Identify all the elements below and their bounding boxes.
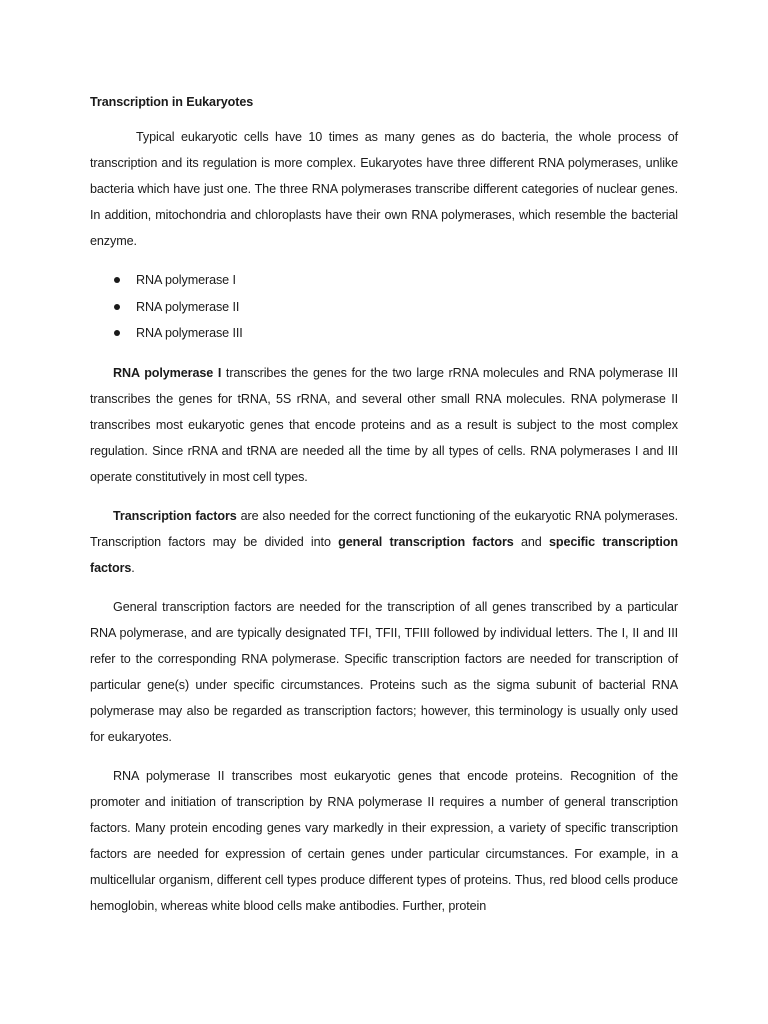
list-item: [90, 320, 678, 347]
bullet-icon: [114, 277, 120, 283]
paragraph-text: are also needed for the correct functioning of the eukaryotic RNA polymerases. Transcription factors may be divided into: [90, 508, 679, 549]
list-item-label: RNA polymerase II: [136, 299, 240, 314]
term-transcription-factors: Transcription factors: [113, 508, 237, 523]
paragraph-intro: Typical eukaryotic cells have 10 times as many genes as do bacteria, the whole process of transcription and its regulation is more complex. Eukaryotes have three different RNA polymerases, unlike bacteria which have just one. The three RNA polymerases transcribe different categories of nuclear genes. In addition, mitochondria and chloroplasts have their own RNA polymerases, which resemble the bacterial enzyme.: [90, 130, 678, 248]
paragraph-text: and: [513, 534, 549, 549]
term-general-transcription-factors: general transcription factors: [338, 534, 514, 549]
list-item-label: RNA polymerase III: [136, 326, 243, 340]
term-rna-polymerase-i: RNA polymerase I: [113, 365, 222, 380]
bullet-icon: [114, 304, 120, 310]
polymerase-list: [90, 267, 678, 347]
list-item: [90, 294, 678, 321]
paragraph-text: .: [131, 560, 135, 575]
paragraph-transcription-factors: [90, 503, 678, 581]
paragraph-polymerase-ii: RNA polymerase II transcribes most eukaryotic genes that encode proteins. Recognition of the promoter and initiation of transcription by RNA polymerase II requires a number of general transcription factors. Many protein encoding genes vary markedly in their expression, a variety of specific transcription factors are needed for expression of certain genes under particular circumstances. For example, in a multicellular organism, different cell types produce different types of proteins. Thus, red blood cells produce hemoglobin, whereas white blood cells make antibodies. Further, protein: [90, 768, 678, 913]
document-body: [90, 92, 678, 932]
list-item: [90, 267, 678, 294]
bullet-icon: [114, 330, 120, 336]
document-title: Transcription in Eukaryotes: [90, 95, 254, 109]
paragraph-general-factors: General transcription factors are needed for the transcription of all genes transcribed by a particular RNA polymerase, and are typically designated TFI, TFII, TFIII followed by individual letters. The I, II and III refer to the corresponding RNA polymerase. Specific transcription factors are needed for transcription of particular gene(s) under specific circumstances. Proteins such as the sigma subunit of bacterial RNA polymerase may also be regarded as transcription factors; however, this terminology is usually only used for eukaryotes.: [90, 599, 678, 744]
paragraph-polymerase-roles: [90, 360, 678, 490]
paragraph-text: transcribes the genes for the two large rRNA molecules and RNA polymerase III transcribes the genes for tRNA, 5S rRNA, and several other small RNA molecules. RNA polymerase II transcribes most eukaryotic genes that encode proteins and as a result is subject to the most complex regulation. Since rRNA and tRNA are needed all the time by all types of cells. RNA polymerases I and III operate constitutively in most cell types.: [90, 365, 678, 484]
list-item-label: RNA polymerase I: [136, 273, 236, 287]
term-specific-transcription-factors: specific transcription factors: [90, 534, 678, 575]
